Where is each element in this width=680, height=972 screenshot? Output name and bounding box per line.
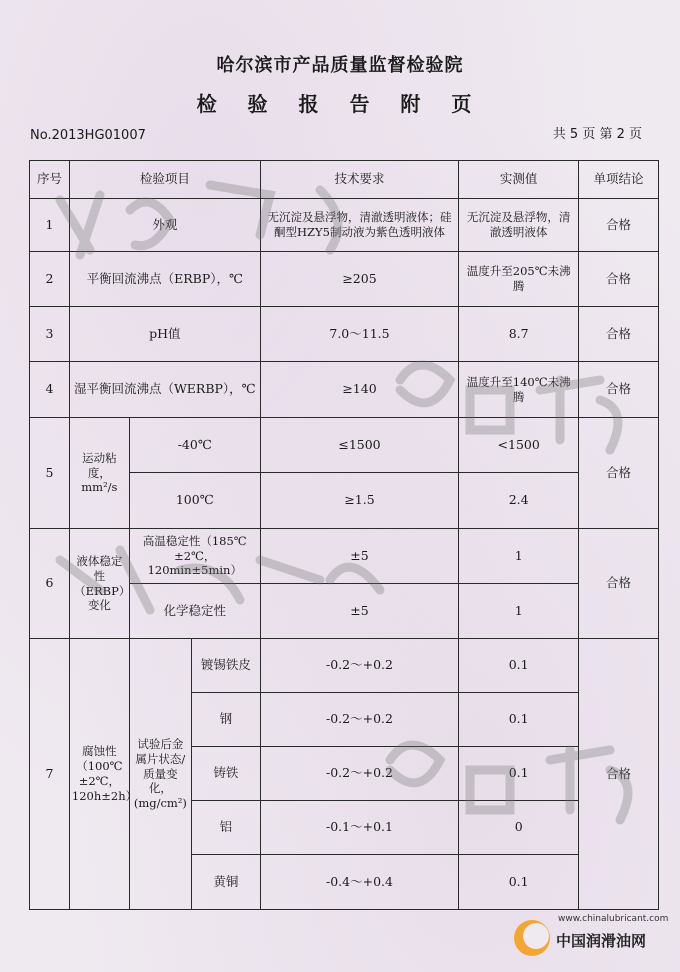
header-conclusion: 单项结论 [579, 161, 659, 199]
row-measured: 1 [459, 529, 579, 584]
row-item: pH值 [69, 307, 260, 362]
table-row [30, 362, 659, 418]
row-measured: 无沉淀及悬浮物，清澈透明液体 [459, 199, 579, 252]
page-info: 共 5 页 第 2 页 [552, 127, 642, 142]
row-conclusion: 合格 [579, 252, 659, 307]
row-measured: 0 [459, 801, 579, 855]
row-conclusion: 合格 [579, 362, 659, 418]
row-measured: 0.1 [459, 639, 579, 693]
row-requirement: ±5 [260, 584, 459, 639]
row-measured: 0.1 [459, 747, 579, 801]
row-requirement: ±5 [260, 529, 459, 584]
logo-site-name: 中国润滑油网 [556, 932, 647, 950]
inspection-table [29, 160, 659, 910]
row-measured: 1 [459, 584, 579, 639]
report-title: 检 验 报 告 附 页 [196, 92, 484, 116]
row-requirement: -0.1～+0.1 [260, 801, 459, 855]
row-requirement: -0.2～+0.2 [260, 747, 459, 801]
row-requirement: -0.2～+0.2 [260, 693, 459, 747]
table-row [30, 639, 659, 693]
row-measured: 温度升至140℃未沸腾 [459, 362, 579, 418]
row-measured: 0.1 [459, 855, 579, 910]
site-logo [510, 910, 675, 966]
sub-item-name: 铸铁 [191, 747, 260, 801]
report-number: No.2013HG01007 [30, 128, 146, 143]
row-no: 7 [30, 639, 70, 910]
row-conclusion: 合格 [579, 199, 659, 252]
row-conclusion: 合格 [579, 639, 659, 910]
sub-item-name: 化学稳定性 [129, 584, 260, 639]
row-measured: <1500 [459, 418, 579, 473]
row-requirement: ≥140 [260, 362, 459, 418]
table-header-row [30, 161, 659, 199]
sub-item-name: 黄铜 [191, 855, 260, 910]
row-no: 1 [30, 199, 70, 252]
row-measured: 8.7 [459, 307, 579, 362]
logo-site-url: www.chinalubricant.com [558, 914, 669, 924]
table-row [30, 252, 659, 307]
row-measured: 0.1 [459, 693, 579, 747]
table-row [30, 418, 659, 473]
row-no: 5 [30, 418, 70, 529]
row-subcategory: 试验后金属片状态/质量变化，(mg/cm²) [129, 639, 191, 910]
header-no: 序号 [30, 161, 70, 199]
table-row [30, 529, 659, 584]
row-requirement: ≥1.5 [260, 473, 459, 529]
row-measured: 2.4 [459, 473, 579, 529]
sub-item-name: 100℃ [129, 473, 260, 529]
sub-item-name: 镀锡铁皮 [191, 639, 260, 693]
row-conclusion: 合格 [579, 529, 659, 639]
sub-item-name: 高温稳定性（185℃±2℃，120min±5min） [129, 529, 260, 584]
header-item: 检验项目 [69, 161, 260, 199]
header-requirement: 技术要求 [260, 161, 459, 199]
row-item: 湿平衡回流沸点（WERBP），℃ [69, 362, 260, 418]
row-item: 液体稳定性（ERBP）变化 [69, 529, 129, 639]
row-requirement: ≤1500 [260, 418, 459, 473]
row-no: 3 [30, 307, 70, 362]
logo-emblem-icon [510, 916, 554, 960]
row-conclusion: 合格 [579, 418, 659, 529]
sub-item-name: -40℃ [129, 418, 260, 473]
row-conclusion: 合格 [579, 307, 659, 362]
row-requirement: -0.4～+0.4 [260, 855, 459, 910]
table-row [30, 307, 659, 362]
header-measured: 实测值 [459, 161, 579, 199]
row-measured: 温度升至205℃未沸腾 [459, 252, 579, 307]
row-item: 腐蚀性（100℃±2℃，120h±2h） [69, 639, 129, 910]
sub-item-name: 铝 [191, 801, 260, 855]
sub-item-name: 钢 [191, 693, 260, 747]
row-no: 2 [30, 252, 70, 307]
row-requirement: 7.0～11.5 [260, 307, 459, 362]
row-no: 4 [30, 362, 70, 418]
row-no: 6 [30, 529, 70, 639]
row-item: 外观 [69, 199, 260, 252]
row-item: 运动粘度，mm²/s [69, 418, 129, 529]
row-requirement: -0.2～+0.2 [260, 639, 459, 693]
institution-name: 哈尔滨市产品质量监督检验院 [216, 55, 464, 76]
row-requirement: 无沉淀及悬浮物，清澈透明液体；硅酮型HZY5制动液为紫色透明液体 [260, 199, 459, 252]
table-row [30, 199, 659, 252]
row-requirement: ≥205 [260, 252, 459, 307]
row-item: 平衡回流沸点（ERBP），℃ [69, 252, 260, 307]
